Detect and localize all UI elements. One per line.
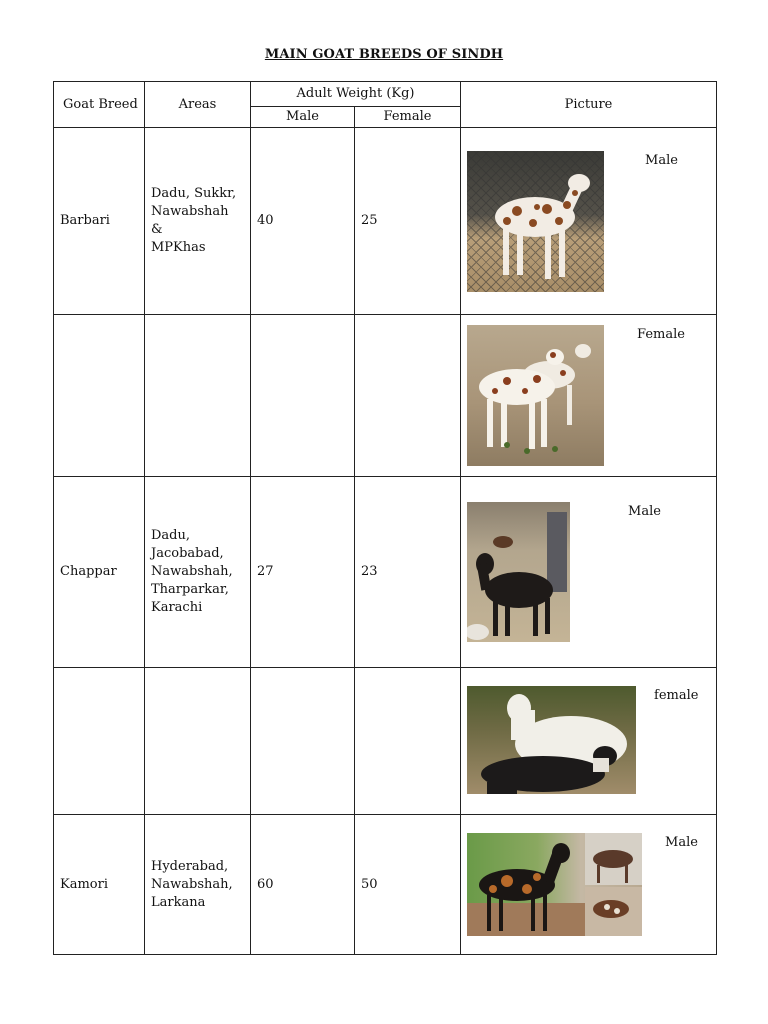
breed-cell (54, 668, 145, 815)
area-line: Larkana (151, 894, 206, 910)
header-picture: Picture (461, 82, 717, 128)
area-line: Dadu, Sukkr, (151, 186, 237, 201)
picture-cell (461, 315, 717, 477)
area-line: Dadu, (151, 528, 190, 543)
areas-cell (145, 128, 251, 315)
header-female: Female (355, 107, 461, 128)
area-line: Nawabshah, (151, 564, 233, 579)
area-line: Nawabshah & (151, 204, 229, 237)
picture-caption: Male (628, 504, 661, 519)
table-row (54, 128, 717, 315)
female-weight-cell: 23 (355, 477, 461, 668)
picture-caption: female (654, 688, 699, 703)
table-row (54, 668, 717, 815)
picture-caption: Male (645, 153, 678, 168)
area-line: Tharparkar, (151, 582, 229, 597)
breed-cell: Chappar (54, 477, 145, 668)
male-weight-cell: 60 (251, 815, 355, 955)
areas-cell (145, 315, 251, 477)
table-row (54, 815, 717, 955)
header-goat-breed: Goat Breed (54, 82, 145, 128)
picture-cell (461, 128, 717, 315)
barbari-female-goats-photo (467, 325, 604, 466)
header-male: Male (251, 107, 355, 128)
picture-cell (461, 477, 717, 668)
picture-cell (461, 668, 717, 815)
male-weight-cell: 27 (251, 477, 355, 668)
female-weight-cell: 25 (355, 128, 461, 315)
female-weight-cell: 50 (355, 815, 461, 955)
chappar-female-goats-photo (467, 686, 636, 794)
male-weight-cell (251, 315, 355, 477)
breed-cell: Kamori (54, 815, 145, 955)
goat-breeds-table (53, 81, 717, 955)
areas-cell (145, 815, 251, 955)
area-line: Jacobabad, (151, 546, 224, 561)
female-weight-cell (355, 668, 461, 815)
areas-cell (145, 668, 251, 815)
breed-cell: Barbari (54, 128, 145, 315)
kamori-male-goats-photo (467, 833, 642, 936)
header-areas: Areas (145, 82, 251, 128)
male-weight-cell (251, 668, 355, 815)
page-title: MAIN GOAT BREEDS OF SINDH (264, 47, 504, 62)
female-weight-cell (355, 315, 461, 477)
area-line: Nawabshah, (151, 876, 233, 892)
picture-cell (461, 815, 717, 955)
header-adult-weight: Adult Weight (Kg) (251, 82, 461, 107)
header-row (54, 82, 717, 107)
chappar-male-goat-photo (467, 502, 570, 642)
table-row (54, 315, 717, 477)
barbari-male-goat-photo (467, 151, 604, 292)
area-line: Hyderabad, (151, 858, 229, 874)
area-line: Karachi (151, 600, 203, 615)
breed-cell (54, 315, 145, 477)
area-line: MPKhas (151, 240, 206, 255)
areas-cell (145, 477, 251, 668)
picture-caption: Female (637, 327, 685, 342)
picture-caption: Male (665, 835, 698, 850)
table-row (54, 477, 717, 668)
male-weight-cell: 40 (251, 128, 355, 315)
